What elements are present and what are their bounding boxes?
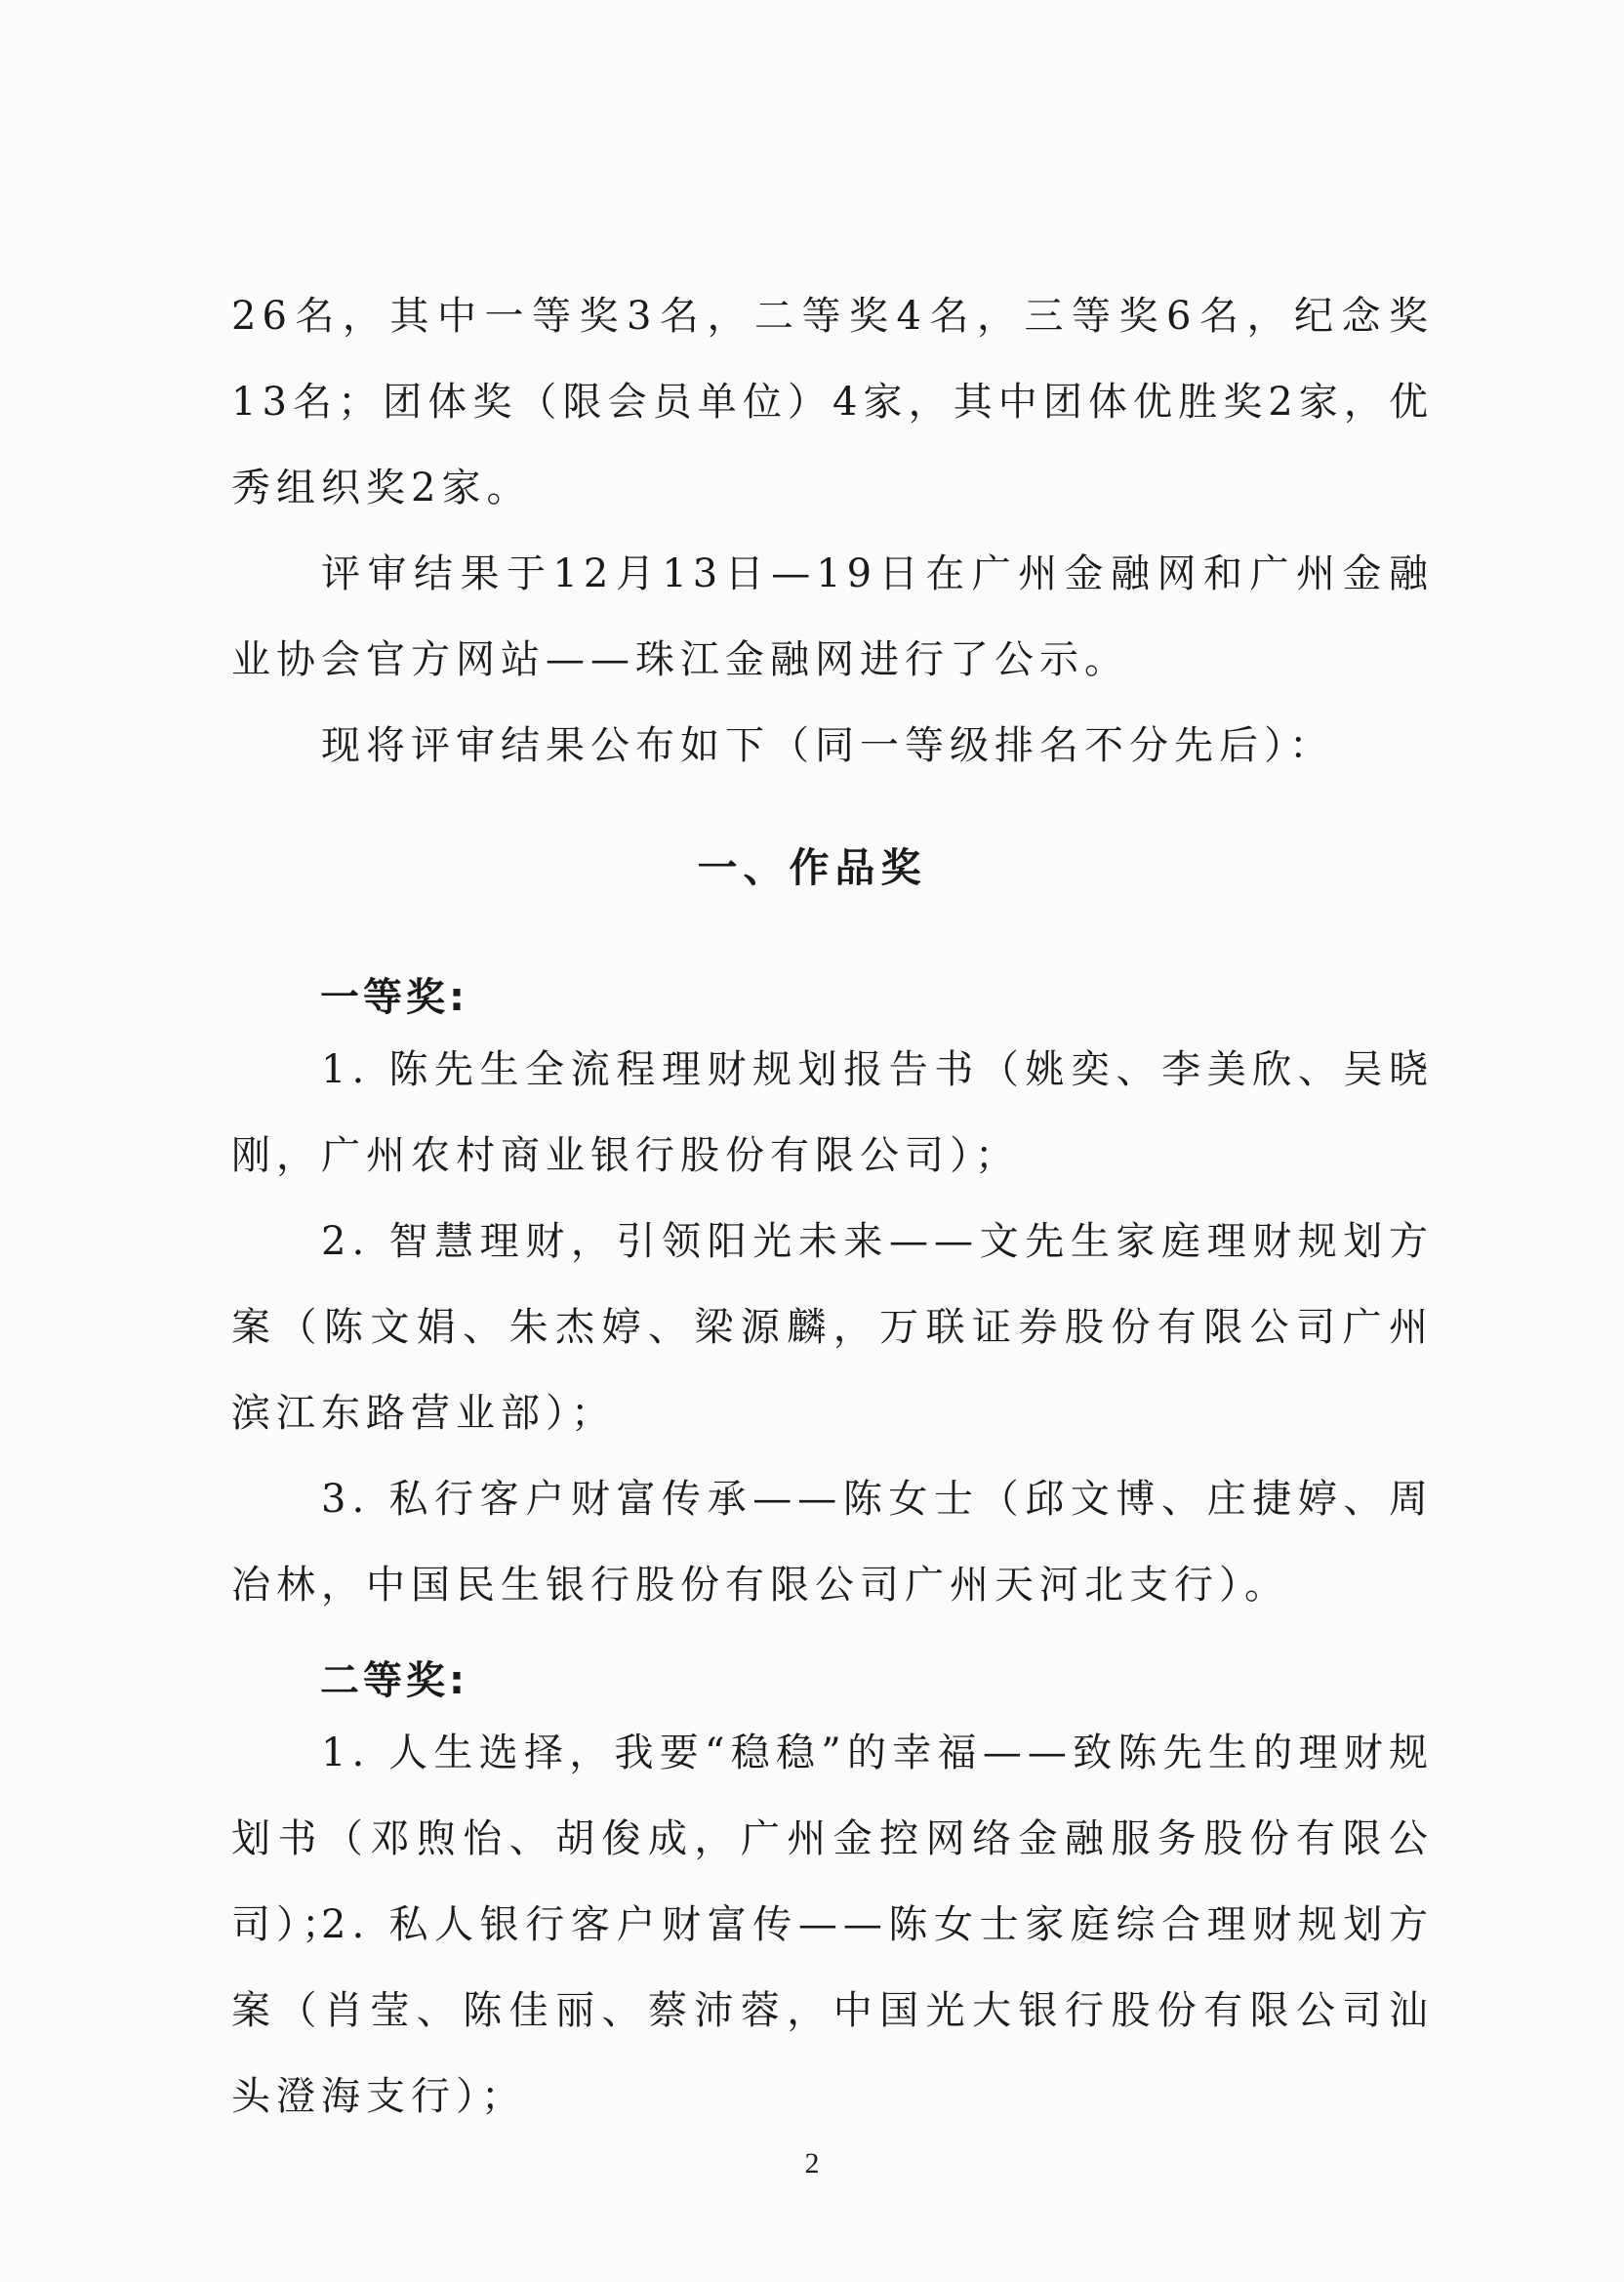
first-prize-title: 一等奖: [320,975,468,1020]
second-prize-item-1: 1. 人生选择，我要“稳稳”的幸福——致陈先生的理财规划书（邓煦怡、胡俊成，广州金控网络金融服务股份有限公司）； [231,1731,1434,1947]
first-prize-item-1: 1. 陈先生全流程理财规划报告书（姚奕、李美欣、吴晓刚，广州农村商业银行股份有限公司）； [231,1047,1434,1178]
second-prize-title: 二等奖: [320,1658,468,1703]
paragraph-award-counts: 26名，其中一等奖3名，二等奖4名，三等奖6名，纪念奖13名；团体奖（限会员单位）4家，其中团体优胜奖2家，优秀组织奖2家。 [231,294,1434,510]
paragraph-announcement: 现将评审结果公布如下（同一等级排名不分先后）： [321,723,1334,768]
second-prize-item-2: 2. 私人银行客户财富传——陈女士家庭综合理财规划方案（肖莹、陈佳丽、蔡沛蓉，中国光大银行股份有限公司汕头澄海支行）； [231,1902,1434,2119]
first-prize-item-3: 3. 私行客户财富传承——陈女士（邱文博、庄捷婷、周冶林，中国民生银行股份有限公司广州天河北支行）。 [231,1477,1434,1608]
page-number: 2 [804,2147,820,2180]
first-prize-item-2: 2. 智慧理财，引领阳光未来——文先生家庭理财规划方案（陈文娟、朱杰婷、梁源麟，万联证券股份有限公司广州滨江东路营业部）； [231,1219,1434,1436]
section-title: 一、作品奖 [697,844,927,891]
paragraph-review-result: 评审结果于12月13日—19日在广州金融网和广州金融业协会官方网站——珠江金融网进行了公示。 [231,551,1434,682]
